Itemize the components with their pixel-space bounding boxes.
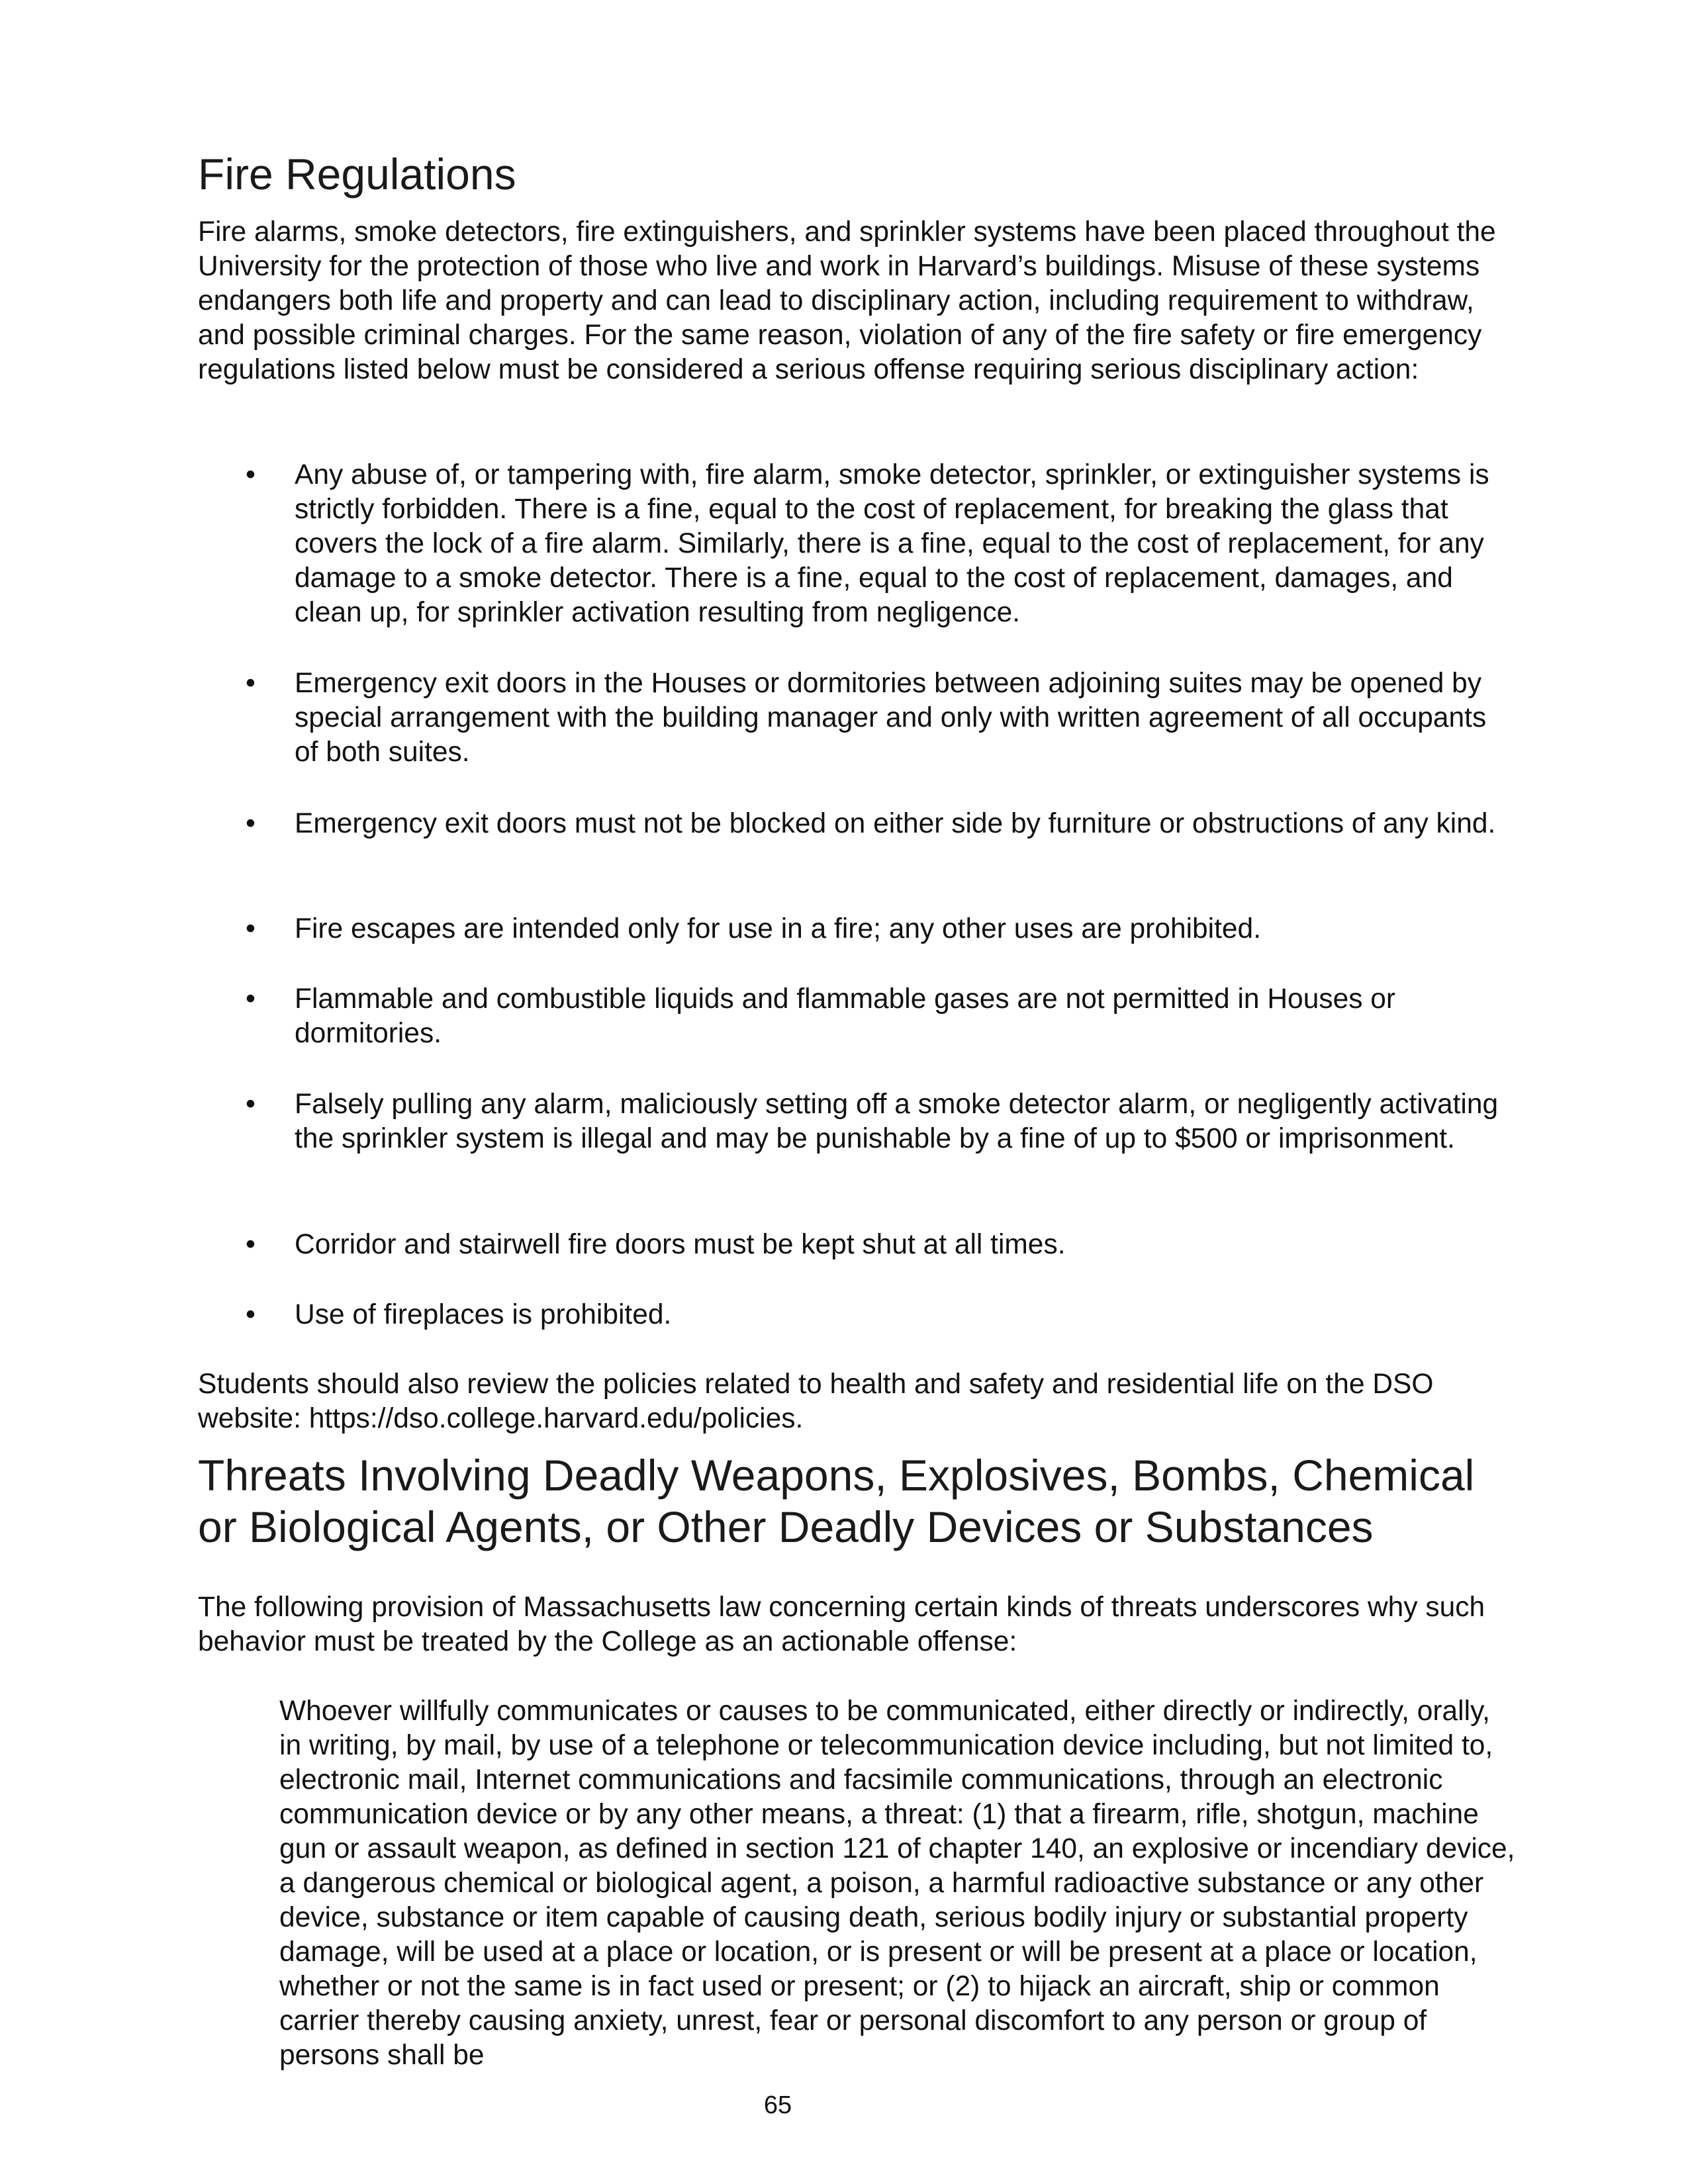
document-page [198,0,1515,2184]
list-item-text: Fire escapes are intended only for use in a fire; any other uses are prohibited. [295,913,1262,944]
bullet-icon: • [246,983,256,1015]
fire-regulations-closing: Students should also review the policies related to health and safety and residential life on the DSO website: https://dso.college.harvard.edu/policies. [198,1369,1434,1434]
fire-regulations-heading: Fire Regulations [198,150,516,199]
list-item-text: Flammable and combustible liquids and flammable gases are not permitted in Houses or dormitories. [295,983,1396,1049]
massachusetts-law-quote: Whoever willfully communicates or causes to be communicated, either directly or indirectly, orally, in writing, by mail, by use of a telephone or telecommunication device including, but not limited to, electronic mail, Internet communications and facsimile communications, through an electronic communication device or by any other means, a threat: (1) that a firearm, rifle, shotgun, machine gun or assault weapon, as defined in section 121 of chapter 140, an explosive or incendiary device, a dangerous chemical or biological agent, a poison, a harmful radioactive substance or any other device, substance or item capable of causing death, serious bodily injury or substantial property damage, will be used at a place or location, or is present or will be present at a place or location, whether or not the same is in fact used or present; or (2) to hijack an aircraft, ship or common carrier thereby causing anxiety, unrest, fear or personal discomfort to any person or group of persons shall be [279,1696,1515,2071]
list-item-text: Emergency exit doors in the Houses or dormitories between adjoining suites may be opened by special arrangement with the building manager and only with written agreement of all occupants of both suites. [295,668,1487,768]
bullet-icon: • [246,1229,256,1260]
bullet-icon: • [246,808,256,839]
list-item-text: Any abuse of, or tampering with, fire alarm, smoke detector, sprinkler, or extinguisher systems is strictly forbidden. There is a fine, equal to the cost of replacement, for breaking the glass that covers the lock of a fire alarm. Similarly, there is a fine, equal to the cost of replacement, for any damage to a smoke detector. There is a fine, equal to the cost of replacement, damages, and clean up, for sprinkler activation resulting from negligence. [295,459,1489,628]
page-number: 65 [763,2091,792,2119]
fire-regulations-intro: Fire alarms, smoke detectors, fire extinguishers, and sprinkler systems have been placed throughout the University for the protection of those who live and work in Harvard’s buildings. Misuse of these systems endangers both life and property and can lead to disciplinary action, including requirement to withdraw, and possible criminal charges. For the same reason, violation of any of the fire safety or fire emergency regulations listed below must be considered a serious offense requiring serious disciplinary action: [198,216,1496,385]
threats-heading: Threats Involving Deadly Weapons, Explosives, Bombs, Chemical or Biological Agents, or Other Deadly Devices or Substances [198,1451,1475,1551]
bullet-icon: • [246,1299,256,1330]
bullet-icon: • [246,668,256,699]
threats-intro: The following provision of Massachusetts law concerning certain kinds of threats underscores why such behavior must be treated by the College as an actionable offense: [198,1592,1485,1657]
list-item-text: Corridor and stairwell fire doors must be kept shut at all times. [295,1229,1066,1260]
bullet-icon: • [246,913,256,944]
bullet-icon: • [246,459,256,490]
bullet-icon: • [246,1089,256,1120]
list-item-text: Falsely pulling any alarm, maliciously setting off a smoke detector alarm, or negligently activating the sprinkler system is illegal and may be punishable by a fine of up to $500 or imprisonment. [295,1089,1499,1154]
list-item-text: Emergency exit doors must not be blocked on either side by furniture or obstructions of any kind. [295,808,1496,839]
list-item-text: Use of fireplaces is prohibited. [295,1299,672,1330]
